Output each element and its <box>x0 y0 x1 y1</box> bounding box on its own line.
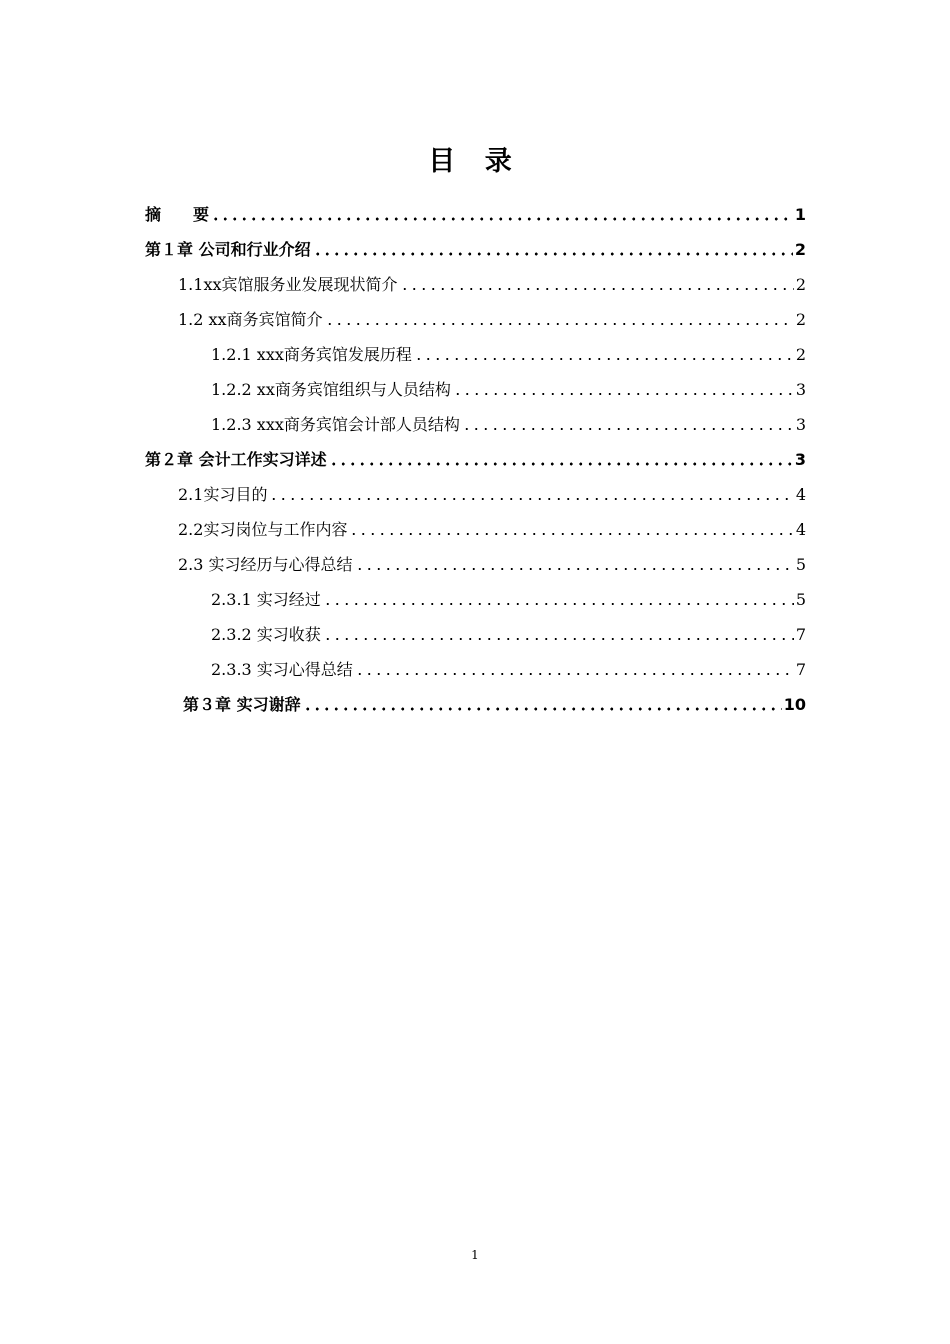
toc-entry-section-2-2[interactable] <box>178 506 806 541</box>
toc-entry-section-1-2-2[interactable] <box>211 366 806 401</box>
toc-entry-chapter-2[interactable] <box>145 436 806 471</box>
toc-entry-section-1-2-1[interactable] <box>211 331 806 366</box>
toc-dot-leader <box>355 672 794 676</box>
toc-entry-section-2-1[interactable] <box>178 471 806 506</box>
toc-title: 目 录 <box>428 146 522 177</box>
toc-dot-leader <box>349 532 793 536</box>
toc-entry-label: 2.3 实习经历与心得总结 <box>178 555 353 574</box>
toc-entry-section-2-3-1[interactable] <box>211 576 806 611</box>
toc-entry-chapter-1[interactable] <box>145 226 806 261</box>
toc-dot-leader <box>325 322 794 326</box>
toc-entry-page: 2 <box>795 345 806 364</box>
toc-entry-label: 2.3.3 实习心得总结 <box>211 660 353 679</box>
toc-entry-chapter-3[interactable] <box>183 681 806 716</box>
toc-entry-section-1-2[interactable] <box>178 296 806 331</box>
toc-entry-page: 1 <box>794 205 806 224</box>
toc-entry-page: 7 <box>795 660 806 679</box>
toc-dot-leader <box>462 427 794 431</box>
toc-dot-leader <box>323 602 794 606</box>
toc-entry-page: 3 <box>795 380 806 399</box>
toc-dot-leader <box>313 252 793 256</box>
toc-dot-leader <box>355 567 794 571</box>
toc-entry-page: 4 <box>795 520 806 539</box>
toc-entry-label: 1.2 xx商务宾馆简介 <box>178 310 323 329</box>
toc-entry-section-1-1[interactable] <box>178 261 806 296</box>
toc-entry-label: 1.1xx宾馆服务业发展现状简介 <box>178 275 398 294</box>
toc-entry-label: 第２章 会计工作实习详述 <box>145 450 327 469</box>
toc-entry-label: 2.2实习岗位与工作内容 <box>178 520 348 539</box>
toc-entry-label: 2.3.1 实习经过 <box>211 590 321 609</box>
toc-entry-label: 1.2.3 xxx商务宾馆会计部人员结构 <box>211 415 460 434</box>
toc-entry-page: 5 <box>795 590 806 609</box>
toc-entry-label: 2.3.2 实习收获 <box>211 625 321 644</box>
toc-entry-label: 2.1实习目的 <box>178 485 268 504</box>
toc-entry-section-1-2-3[interactable] <box>211 401 806 436</box>
toc-entry-page: 3 <box>795 415 806 434</box>
page-number: 1 <box>471 1248 479 1262</box>
toc-entry-page: 2 <box>795 275 806 294</box>
toc-entry-abstract[interactable] <box>145 191 806 226</box>
toc-entry-page: 2 <box>794 240 806 259</box>
toc-entry-label: 第３章 实习谢辞 <box>183 695 301 714</box>
toc-entry-label: 第１章 公司和行业介绍 <box>145 240 311 259</box>
toc-entry-page: 4 <box>795 485 806 504</box>
toc-entry-page: 7 <box>795 625 806 644</box>
toc-dot-leader <box>323 637 794 641</box>
toc-entry-page: 10 <box>783 695 806 714</box>
toc-entry-section-2-3[interactable] <box>178 541 806 576</box>
toc-dot-leader <box>303 707 782 711</box>
toc-dot-leader <box>414 357 794 361</box>
toc-dot-leader <box>329 462 793 466</box>
toc-dot-leader <box>453 392 794 396</box>
toc-entry-page: 3 <box>794 450 806 469</box>
toc-dot-leader <box>211 217 793 221</box>
toc-dot-leader <box>400 287 794 291</box>
toc-entry-section-2-3-3[interactable] <box>211 646 806 681</box>
toc-entry-label: 1.2.2 xx商务宾馆组织与人员结构 <box>211 380 451 399</box>
toc-entry-label: 1.2.1 xxx商务宾馆发展历程 <box>211 345 412 364</box>
toc-entry-page: 2 <box>795 310 806 329</box>
toc-entry-page: 5 <box>795 555 806 574</box>
toc-entry-label: 摘 要 <box>145 205 210 224</box>
toc-entry-section-2-3-2[interactable] <box>211 611 806 646</box>
toc-dot-leader <box>269 497 793 501</box>
